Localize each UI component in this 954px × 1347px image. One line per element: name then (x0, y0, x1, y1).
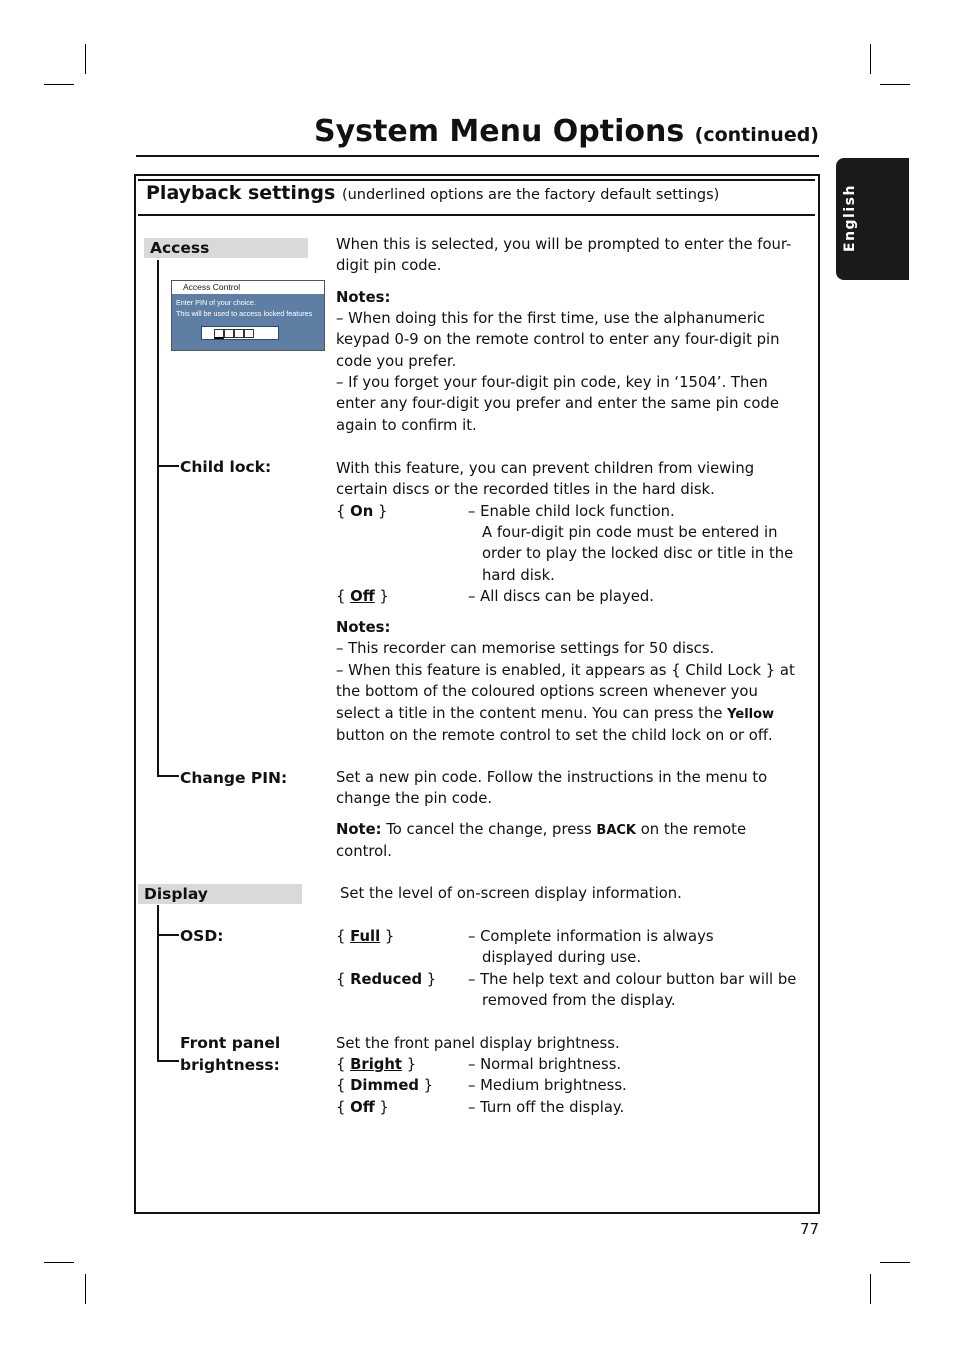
front-panel-description: Set the front panel display brightness. (336, 1035, 620, 1052)
tree-branch (157, 1060, 179, 1062)
child-lock-description: With this feature, you can prevent children from viewing certain discs or the recorded titles in the hard disk. (336, 460, 755, 499)
change-pin-label: Change PIN: (180, 769, 288, 787)
front-panel-option-bright: { Bright } (336, 1056, 417, 1073)
crop-mark (44, 1262, 74, 1263)
option-name: Off (350, 1099, 375, 1116)
display-section-bar: Display (138, 884, 302, 904)
access-control-screen-title: Access Control (183, 282, 241, 292)
osd-label: OSD: (180, 927, 224, 945)
osd-option-reduced-desc: – The help text and colour button bar will be removed from the display. (468, 971, 797, 1010)
access-note-1: – When doing this for the first time, use the alphanumeric keypad 0-9 on the remote control to enter any four-digit pin code you prefer. (336, 310, 780, 370)
crop-mark (880, 84, 910, 85)
option-name: Bright (350, 1056, 402, 1073)
crop-mark (85, 44, 86, 74)
child-lock-label: Child lock: (180, 458, 272, 476)
access-note-2: – If you forget your four-digit pin code, key in ‘1504’. Then enter any four-digit you prefer and enter the same pin code again to confirm it. (336, 374, 779, 434)
option-name: Dimmed (350, 1077, 419, 1094)
osd-option-reduced: { Reduced } (336, 971, 437, 988)
option-name: Reduced (350, 971, 423, 988)
crop-mark (85, 1274, 86, 1304)
child-lock-option-on: { On } (336, 503, 388, 520)
osd-option-full-desc: – Complete information is always displayed during use. (468, 928, 714, 967)
access-control-screen-line1: Enter PIN of your choice. (176, 298, 256, 307)
section-header-subtitle: (underlined options are the factory default settings) (341, 187, 720, 203)
crop-mark (44, 84, 74, 85)
front-panel-label-line2: brightness: (180, 1056, 280, 1074)
yellow-key-text: Yellow (727, 706, 775, 722)
language-tab-label: English (842, 184, 858, 252)
access-control-screen-body (172, 294, 324, 350)
section-header (146, 182, 719, 204)
front-panel-option-dimmed-desc: – Medium brightness. (468, 1077, 627, 1094)
change-pin-note-heading: Note: (336, 821, 382, 838)
option-name: Full (350, 928, 381, 945)
page-title-suffix: (continued) (694, 124, 819, 146)
pin-input[interactable] (201, 326, 279, 340)
change-pin-description: Set a new pin code. Follow the instructions in the menu to change the pin code. (336, 769, 768, 808)
access-control-screen-line2: This will be used to access locked features (176, 309, 313, 318)
display-description: Set the level of on-screen display information. (340, 885, 682, 902)
pin-digit (234, 329, 244, 338)
front-panel-option-off-desc: – Turn off the display. (468, 1099, 625, 1116)
page-number: 77 (800, 1220, 820, 1238)
access-description: When this is selected, you will be prompted to enter the four-digit pin code. (336, 236, 792, 275)
change-pin-note: Note: To cancel the change, press BACK on the remote control. (336, 821, 747, 861)
title-rule (136, 155, 819, 157)
pin-digit (244, 329, 254, 338)
back-key-text: BACK (596, 823, 637, 838)
tree-line (157, 905, 159, 1062)
tree-branch (157, 465, 179, 467)
tree-branch (157, 775, 179, 777)
tree-branch (157, 934, 179, 936)
pin-digit (214, 329, 224, 339)
front-panel-label-line1: Front panel (180, 1034, 281, 1052)
option-name: Off (350, 588, 375, 605)
crop-mark (870, 1274, 871, 1304)
pin-digit (224, 329, 234, 338)
osd-option-full: { Full } (336, 928, 395, 945)
front-panel-option-dimmed: { Dimmed } (336, 1077, 434, 1094)
child-lock-option-on-extra: A four-digit pin code must be entered in order to play the locked disc or title in the hard disk. (482, 524, 794, 584)
front-panel-option-off: { Off } (336, 1099, 389, 1116)
child-lock-option-on-desc: – Enable child lock function. (468, 503, 675, 520)
child-lock-note-1: – This recorder can memorise settings for 50 discs. (336, 640, 715, 657)
child-lock-note-2: – When this feature is enabled, it appears as { Child Lock } at the bottom of the coloured options screen whenever you select a title in the content menu. You can press the Yellow button on the remote control to set the child lock on or off. (336, 662, 795, 745)
section-header-title: Playback settings (146, 182, 336, 204)
front-panel-option-bright-desc: – Normal brightness. (468, 1056, 622, 1073)
child-lock-option-off-desc: – All discs can be played. (468, 588, 654, 605)
page-title: System Menu Options (continued) (313, 114, 819, 149)
child-lock-option-off: { Off } (336, 588, 389, 605)
tree-line (157, 260, 159, 776)
crop-mark (870, 44, 871, 74)
access-notes-heading: Notes: (336, 289, 391, 306)
option-name: On (350, 503, 374, 520)
access-section-bar: Access (144, 238, 308, 258)
access-control-screen (171, 280, 325, 351)
child-lock-notes-heading: Notes: (336, 619, 391, 636)
crop-mark (880, 1262, 910, 1263)
